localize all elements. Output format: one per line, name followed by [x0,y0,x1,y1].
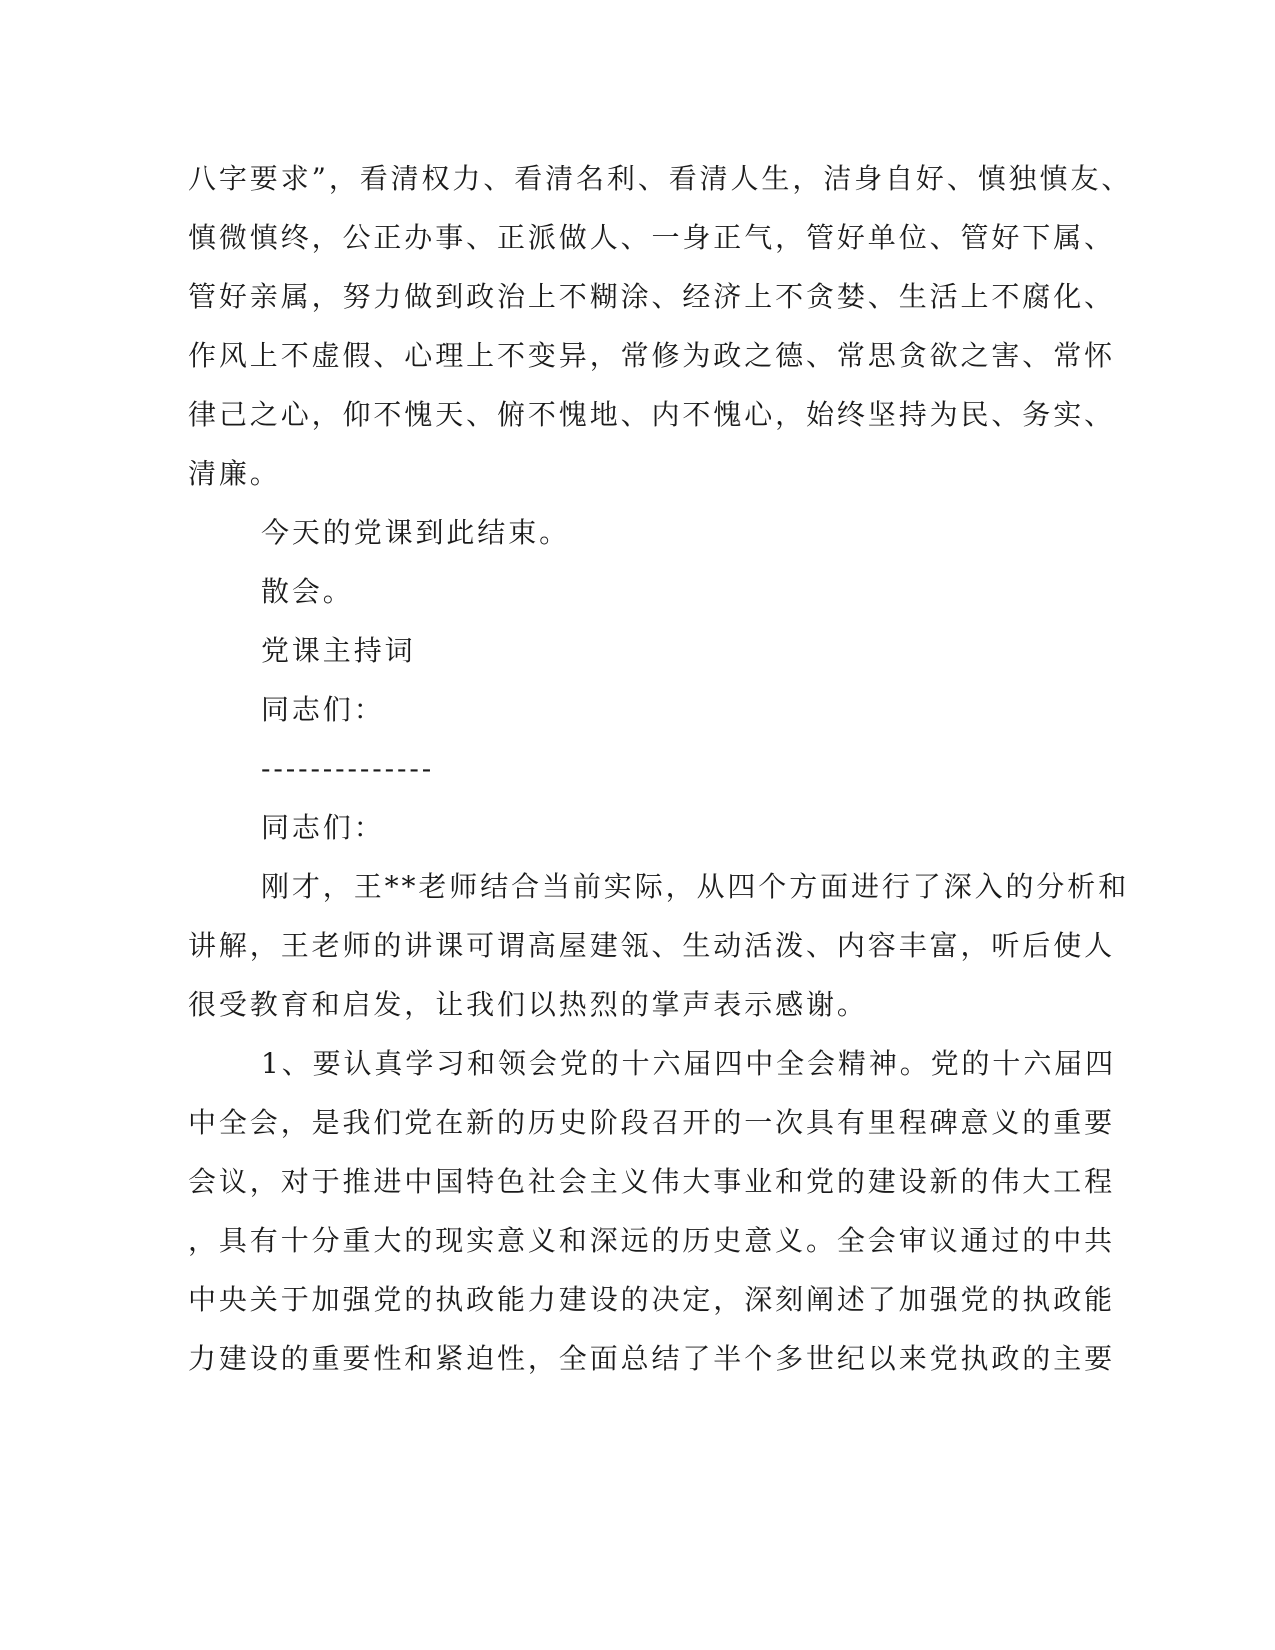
text-line: 中全会，是我们党在新的历史阶段召开的一次具有里程碑意义的重要 [188,1106,1116,1139]
text-line: 慎微慎终，公正办事、正派做人、一身正气，管好单位、管好下属、 [188,221,1116,254]
text-line: 作风上不虚假、心理上不变异，常修为政之德、常思贪欲之害、常怀 [188,339,1116,372]
text-line: ，具有十分重大的现实意义和深远的历史意义。全会审议通过的中共 [188,1224,1116,1257]
section-title: 党课主持词 [261,634,416,667]
text-line: 管好亲属，努力做到政治上不糊涂、经济上不贪婪、生活上不腐化、 [188,280,1116,313]
text-line: 很受教育和启发，让我们以热烈的掌声表示感谢。 [188,988,868,1021]
separator: -------------- [261,752,435,785]
text-line: 清廉。 [188,457,281,490]
text-line: 刚才，王**老师结合当前实际，从四个方面进行了深入的分析和 [261,870,1130,903]
text-line: 散会。 [261,575,354,608]
text-line: 今天的党课到此结束。 [261,516,571,549]
text-line: 力建设的重要性和紧迫性，全面总结了半个多世纪以来党执政的主要 [188,1342,1116,1375]
salutation: 同志们： [261,693,385,726]
text-line: 讲解，王老师的讲课可谓高屋建瓴、生动活泼、内容丰富，听后使人 [188,929,1116,962]
salutation: 同志们： [261,811,385,844]
text-line: 律己之心，仰不愧天、俯不愧地、内不愧心，始终坚持为民、务实、 [188,398,1116,431]
text-line: 1、要认真学习和领会党的十六届四中全会精神。党的十六届四 [261,1047,1117,1080]
text-line: 会议，对于推进中国特色社会主义伟大事业和党的建设新的伟大工程 [188,1165,1116,1198]
text-line: 中央关于加强党的执政能力建设的决定，深刻阐述了加强党的执政能 [188,1283,1116,1316]
text-line: 八字要求”，看清权力、看清名利、看清人生，洁身自好、慎独慎友、 [188,162,1133,195]
